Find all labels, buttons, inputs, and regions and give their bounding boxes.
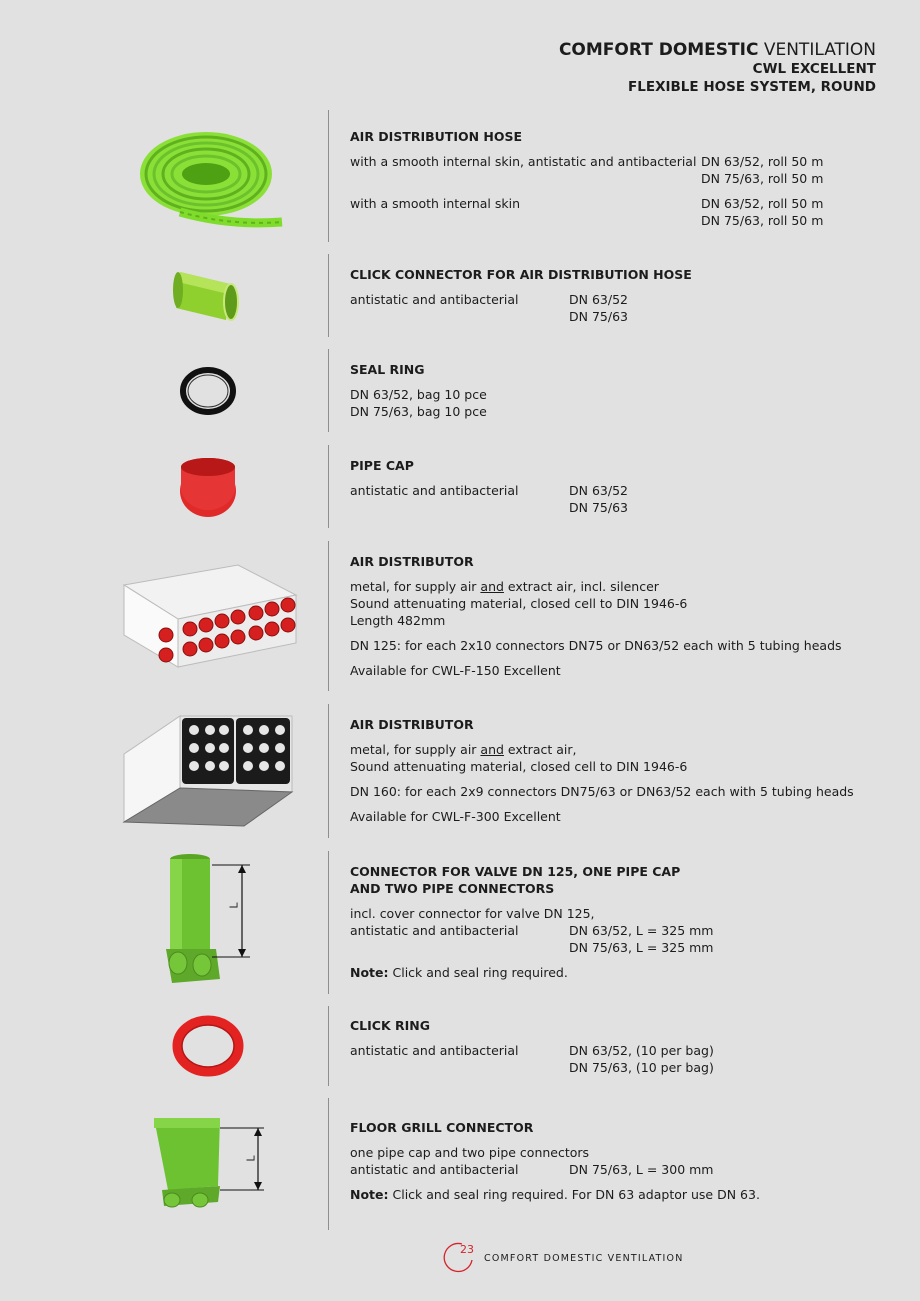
valve-connector-image bbox=[160, 853, 260, 993]
section-title: PIPE CAP bbox=[350, 458, 414, 473]
seal-ring-image bbox=[178, 365, 238, 417]
spec-row: antistatic and antibacterial DN 63/52 DN 75/63 bbox=[350, 483, 628, 515]
section-content: AIR DISTRIBUTOR metal, for supply air and extract air, incl. silencer Sound attenuating material, closed cell to DIN 1946-6 Length 482mm DN 125: for each 2x10 connectors DN75 or DN63/52 each with 5 tubing heads Available for CWL-F-150 Excellent bbox=[350, 553, 880, 679]
divider bbox=[328, 254, 329, 337]
section-title: CLICK CONNECTOR FOR AIR DISTRIBUTION HOSE bbox=[350, 267, 692, 282]
dimension-label: L bbox=[227, 902, 241, 909]
section-pipe-cap bbox=[0, 445, 920, 528]
section-click-ring bbox=[0, 1006, 920, 1086]
section-content: AIR DISTRIBUTOR metal, for supply air and extract air, Sound attenuating material, closed cell to DIN 1946-6 DN 160: for each 2x9 connectors DN75/63 or DN63/52 each with 5 tubing heads Available for CWL-F-300 Excellent bbox=[350, 716, 880, 825]
spec-row: with a smooth internal skin DN 63/52, roll 50 m DN 75/63, roll 50 m bbox=[350, 196, 824, 228]
section-title: FLOOR GRILL CONNECTOR bbox=[350, 1120, 534, 1135]
divider bbox=[328, 851, 329, 994]
air-distributor-125-image bbox=[118, 563, 300, 673]
spec-row: antistatic and antibacterial DN 63/52, L = 325 mm DN 75/63, L = 325 mm bbox=[350, 923, 714, 955]
section-seal-ring bbox=[0, 349, 920, 432]
divider bbox=[328, 110, 329, 242]
dimension-label: L bbox=[244, 1155, 258, 1162]
note: Note: Click and seal ring required. bbox=[350, 965, 568, 980]
header-title: COMFORT DOMESTIC VENTILATION bbox=[558, 40, 876, 60]
section-title: AIR DISTRIBUTOR bbox=[350, 554, 474, 569]
spec-row: antistatic and antibacterial DN 63/52 DN 75/63 bbox=[350, 292, 628, 324]
click-ring-image bbox=[172, 1014, 244, 1078]
pipe-cap-image bbox=[176, 453, 240, 521]
header-subtitle-2: FLEXIBLE HOSE SYSTEM, ROUND bbox=[628, 79, 876, 95]
air-distributor-160-image bbox=[120, 714, 298, 828]
page-number: 23 bbox=[460, 1243, 474, 1256]
divider bbox=[328, 541, 329, 691]
section-air-distribution-hose bbox=[0, 110, 920, 242]
section-content: SEAL RING DN 63/52, bag 10 pce DN 75/63, bag 10 pce bbox=[350, 361, 880, 420]
footer-text: COMFORT DOMESTIC VENTILATION bbox=[484, 1253, 684, 1264]
section-title: AIR DISTRIBUTOR bbox=[350, 717, 474, 732]
section-content bbox=[350, 128, 880, 229]
spec-row: antistatic and antibacterial DN 75/63, L = 300 mm bbox=[350, 1162, 714, 1177]
spec-row: antistatic and antibacterial DN 63/52, (10 per bag) DN 75/63, (10 per bag) bbox=[350, 1043, 714, 1075]
section-click-connector bbox=[0, 254, 920, 337]
divider bbox=[328, 1006, 329, 1086]
section-title: CONNECTOR FOR VALVE DN 125, ONE PIPE CAP AND TWO PIPE CONNECTORS bbox=[350, 864, 681, 896]
section-air-distributor-125 bbox=[0, 541, 920, 691]
section-content bbox=[350, 266, 880, 325]
spec-row: with a smooth internal skin, antistatic and antibacterial DN 63/52, roll 50 m DN 75/63, roll 50 m bbox=[350, 154, 824, 186]
page-header bbox=[559, 40, 876, 96]
floor-grill-connector-image bbox=[148, 1114, 268, 1214]
section-floor-grill-connector bbox=[0, 1098, 920, 1230]
divider bbox=[328, 349, 329, 432]
click-connector-image bbox=[170, 264, 244, 326]
section-valve-connector bbox=[0, 851, 920, 994]
section-air-distributor-160 bbox=[0, 704, 920, 838]
header-subtitle-1: CWL EXCELLENT bbox=[752, 61, 876, 77]
section-content bbox=[350, 457, 880, 516]
section-content: FLOOR GRILL CONNECTOR one pipe cap and two pipe connectors antistatic and antibacterial DN 75/63, L = 300 mm Note: Click and seal ring required. For DN 63 adaptor use DN 63. bbox=[350, 1119, 880, 1203]
divider bbox=[328, 445, 329, 528]
section-title: CLICK RING bbox=[350, 1018, 430, 1033]
hose-coil-image bbox=[130, 122, 290, 228]
divider bbox=[328, 704, 329, 838]
section-content bbox=[350, 1017, 880, 1076]
section-title: SEAL RING bbox=[350, 362, 425, 377]
divider bbox=[328, 1098, 329, 1230]
section-content: CONNECTOR FOR VALVE DN 125, ONE PIPE CAP AND TWO PIPE CONNECTORS incl. cover connector for valve DN 125, antistatic and antibacterial DN 63/52, L = 325 mm DN 75/63, L = 325 mm Note: Click and seal ring required. bbox=[350, 863, 880, 981]
note: Note: Click and seal ring required. For DN 63 adaptor use DN 63. bbox=[350, 1187, 760, 1202]
section-title: AIR DISTRIBUTION HOSE bbox=[350, 129, 523, 144]
